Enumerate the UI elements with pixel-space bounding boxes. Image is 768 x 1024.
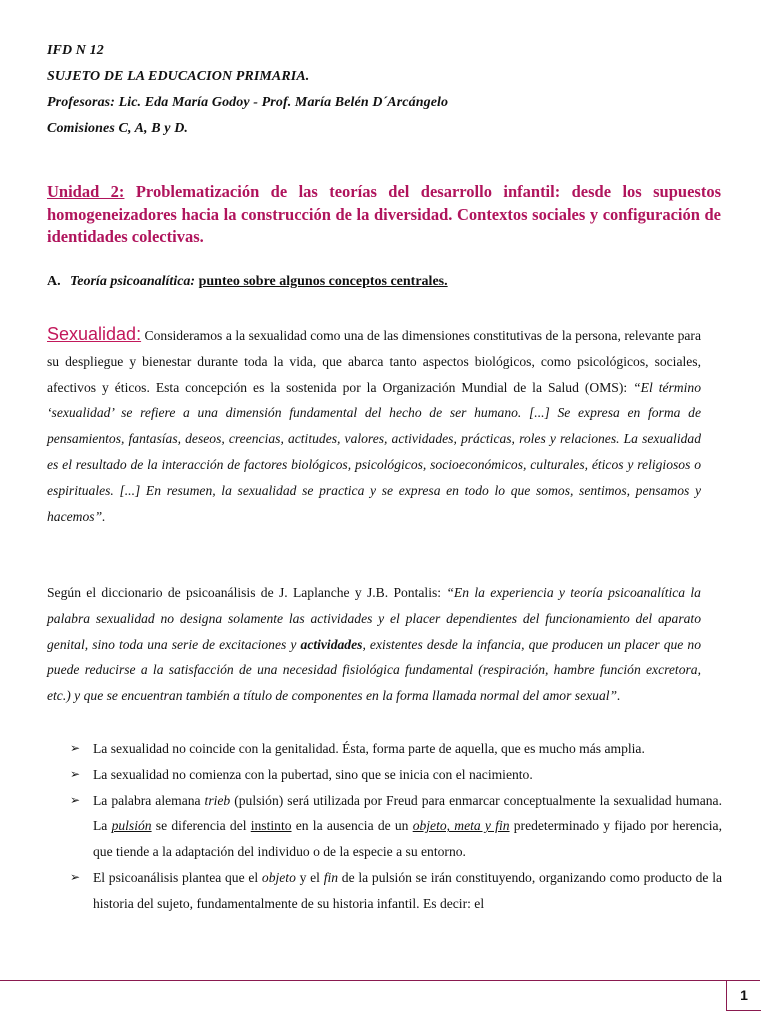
bullet-item	[70, 788, 722, 865]
bullet-list	[70, 736, 722, 917]
header-commissions: Comisiones C, A, B y D.	[47, 121, 189, 136]
section-letter: A.	[47, 274, 61, 289]
header-professors: Profesoras: Lic. Eda María Godoy - Prof. María Belén D´Arcángelo	[47, 95, 449, 110]
sexualidad-term: Sexualidad:	[47, 324, 142, 344]
instinto-term: instinto	[250, 818, 292, 834]
bullet-item	[70, 762, 722, 788]
sexualidad-paragraph	[47, 322, 701, 529]
arrow-bullet-icon: ➢	[70, 741, 81, 755]
bullet-text: se diferencia del	[151, 818, 251, 834]
header-institute: IFD N 12	[47, 43, 104, 58]
bullet-text: en la ausencia de un	[291, 818, 413, 834]
bullet-item	[70, 736, 722, 762]
bullet-text: y el	[295, 869, 324, 885]
oms-quote: “El término ‘sexualidad’ se refiere a una dimensión fundamental del hecho de ser humano. [...] Se expresa en forma de pensamientos, fantasías, deseos, creencias, actitudes, valores, actividades, prácticas, roles y relaciones. La sexualidad es el resultado de la interacción de factores biológicos, psicológicos, socioeconómicos, culturales, éticos y religiosos o espirituales. [...] En resumen, la sexualidad se practica y se expresa en todo lo que somos, sentimos, pensamos y hacemos”.	[47, 379, 701, 524]
bullet-text: de la pulsión se irán constituyendo, organizando como producto de la historia del sujeto, fundamentalmente de su historia infantil. Es decir: el	[93, 869, 723, 911]
bullet-item	[70, 865, 722, 917]
bullet-text: La sexualidad no comienza con la pubertad, sino que se inicia con el nacimiento.	[93, 766, 533, 782]
objeto-meta-fin-term: objeto, meta y fin	[412, 818, 510, 834]
sexualidad-text: Consideramos a la sexualidad como una de las dimensiones constitutivas de la persona, relevante para su despliegue y bienestar durante toda la vida, que abarca tanto aspectos biológicos, como psicológicos, sociales, afectivos y éticos. Esta concepción es la sostenida por la Organización Mundial de la Salud (OMS):	[47, 328, 701, 395]
unit-label: Unidad 2:	[47, 182, 125, 201]
section-italic: Teoría psicoanalítica:	[70, 274, 196, 289]
laplanche-quote-a: “En la experiencia y teoría psicoanalítica la palabra sexualidad no designa solamente las actividades y el placer dependientes del funcionamiento del aparato genital, sino toda una serie de excitaciones y	[47, 585, 701, 652]
trieb-term: trieb	[204, 792, 231, 808]
laplanche-quote-b: , existentes desde la infancia, que producen un placer que no puede reducirse a la satisfacción de una necesidad fisiológica fundamental (respiración, hambre función excretora, etc.) y que se encuentran también a título de componentes en la forma llamada normal del amor sexual”.	[47, 636, 701, 704]
arrow-bullet-icon: ➢	[70, 792, 81, 807]
page-number: 1	[726, 980, 761, 1011]
objeto-term: objeto	[261, 869, 296, 885]
unit-title	[47, 181, 721, 249]
bullet-text: predeterminado y fijado por herencia, que tiende a la adaptación del individuo o de la especie a su entorno.	[93, 818, 722, 860]
arrow-bullet-icon: ➢	[70, 869, 81, 884]
unit-text: Problematización de las teorías del desarrollo infantil: desde los supuestos homogeneizadores hacia la construcción de la diversidad. Contextos sociales y configuración de identidades colectivas.	[47, 182, 721, 246]
section-heading	[47, 274, 448, 290]
footer-rule	[0, 980, 760, 981]
section-underlined: punteo sobre algunos conceptos centrales.	[198, 274, 448, 289]
pulsion-term: pulsión	[111, 818, 152, 834]
arrow-bullet-icon: ➢	[70, 766, 81, 781]
laplanche-paragraph	[47, 580, 701, 709]
header-course: SUJETO DE LA EDUCACION PRIMARIA.	[47, 69, 310, 84]
fin-term: fin	[323, 869, 339, 885]
bullet-text: La palabra alemana	[93, 792, 205, 808]
laplanche-quote-bold: actividades	[300, 636, 363, 652]
laplanche-intro: Según el diccionario de psicoanálisis de J. Laplanche y J.B. Pontalis:	[47, 585, 447, 600]
bullet-text: El psicoanálisis plantea que el	[93, 869, 262, 885]
bullet-text: La sexualidad no coincide con la genitalidad. Ésta, forma parte de aquella, que es mucho más amplia.	[93, 741, 645, 756]
bullet-text: (pulsión) será utilizada por Freud para enmarcar conceptualmente la sexualidad humana. La	[93, 792, 722, 834]
